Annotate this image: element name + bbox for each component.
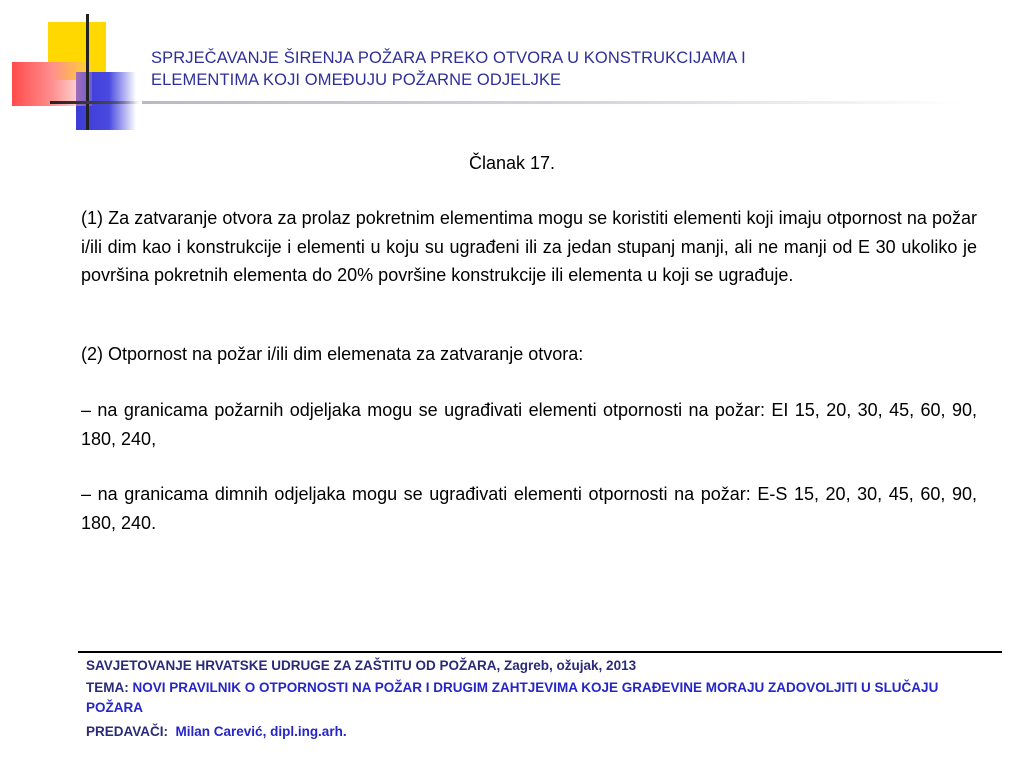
footer-conference: SAVJETOVANJE HRVATSKE UDRUGE ZA ZAŠTITU OD POŽARA, Zagreb, ožujak, 2013 [86,658,637,673]
slide-logo-decoration [0,0,150,140]
paragraph-4: – na granicama dimnih odjeljaka mogu se ugrađivati elementi otpornosti na požar: E-S 15, 20, 30, 45, 60, 90, 180, 240. [81,484,977,533]
paragraph-1: (1) Za zatvaranje otvora za prolaz pokretnim elementima mogu se koristiti elementi koji imaju otpornost na požar i/ili dim kao i konstrukcije i elementi u koju su ugrađeni ili za jedan stupanj manji, ali ne manji od E 30 ukoliko je površina pokretnih elementa do 20% površine konstrukcije ili elementa u koji se ugrađuje. [81,208,977,285]
article-heading: Članak 17. [468,153,556,173]
logo-red-square [12,62,92,106]
footer-divider [78,651,1002,653]
paragraph-2: (2) Otpornost na požar i/ili dim elemenata za zatvaranje otvora: [81,344,584,364]
logo-horizontal-line [50,101,140,104]
footer-lecturers-value: Milan Carević, dipl.ing.arh. [175,724,347,739]
footer-topic [86,678,966,718]
footer-topic-value: NOVI PRAVILNIK O OTPORNOSTI NA POŽAR I DRUGIM ZAHTJEVIMA KOJE GRAĐEVINE MORAJU ZADOVOLJITI U SLUČAJU POŽARA [86,680,939,715]
footer-topic-label: TEMA: [86,680,129,695]
slide-title-line-1: SPRJEČAVANJE ŠIRENJA POŽARA PREKO OTVORA U KONSTRUKCIJAMA I [151,49,746,67]
footer-lecturers [86,722,966,742]
logo-vertical-line [86,14,89,130]
title-underline [142,101,962,104]
footer-lecturers-label: PREDAVAČI: [86,724,169,739]
paragraph-3: – na granicama požarnih odjeljaka mogu se ugrađivati elementi otpornosti na požar: EI 15, 20, 30, 45, 60, 90, 180, 240, [81,400,977,449]
slide-title-line-2: ELEMENTIMA KOJI OMEĐUJU POŽARNE ODJELJKE [151,71,562,89]
slide-title [151,47,971,91]
footer [86,656,966,742]
